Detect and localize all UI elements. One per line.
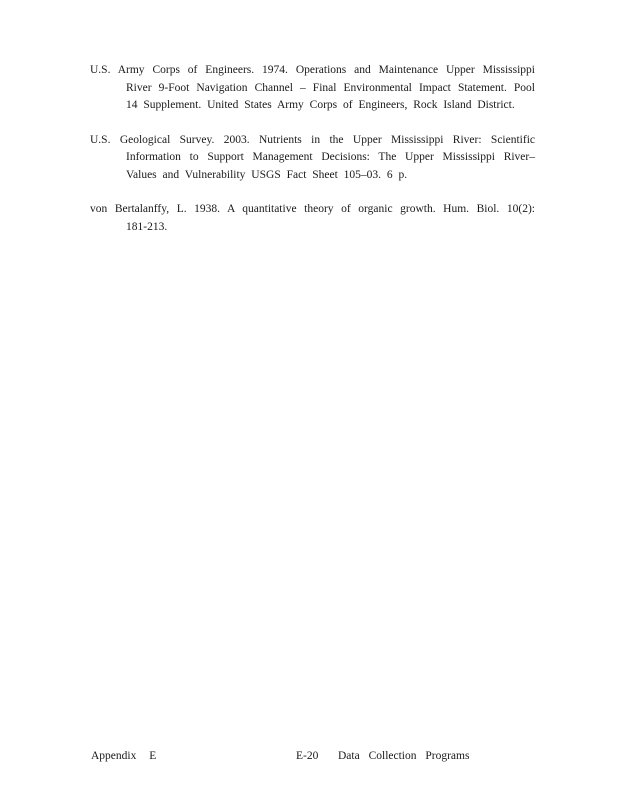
reference-usace-1974: U.S. Army Corps of Engineers. 1974. Operations and Maintenance Upper Mississippi River 9-Foot Navigation Channel – Final Environmental Impact Statement. Pool 14 Supplement. United States Army Corps of Engineers, Rock Island District. (90, 64, 535, 111)
reference-list (90, 62, 535, 253)
reference-usgs-2003: U.S. Geological Survey. 2003. Nutrients in the Upper Mississippi River: Scientific Information to Support Management Decisions: The Upper Mississippi River–Values and Vulnerability USGS Fact Sheet 105–03. 6 p. (90, 133, 535, 181)
page-footer (91, 747, 531, 765)
footer-page-number: E-20 (296, 750, 319, 762)
footer-section-title: Data Collection Programs (338, 750, 470, 762)
footer-appendix-label: Appendix E (91, 750, 157, 762)
reference-von-bertalanffy-1938: von Bertalanffy, L. 1938. A quantitative theory of organic growth. Hum. Biol. 10(2): 181-213. (90, 203, 535, 233)
